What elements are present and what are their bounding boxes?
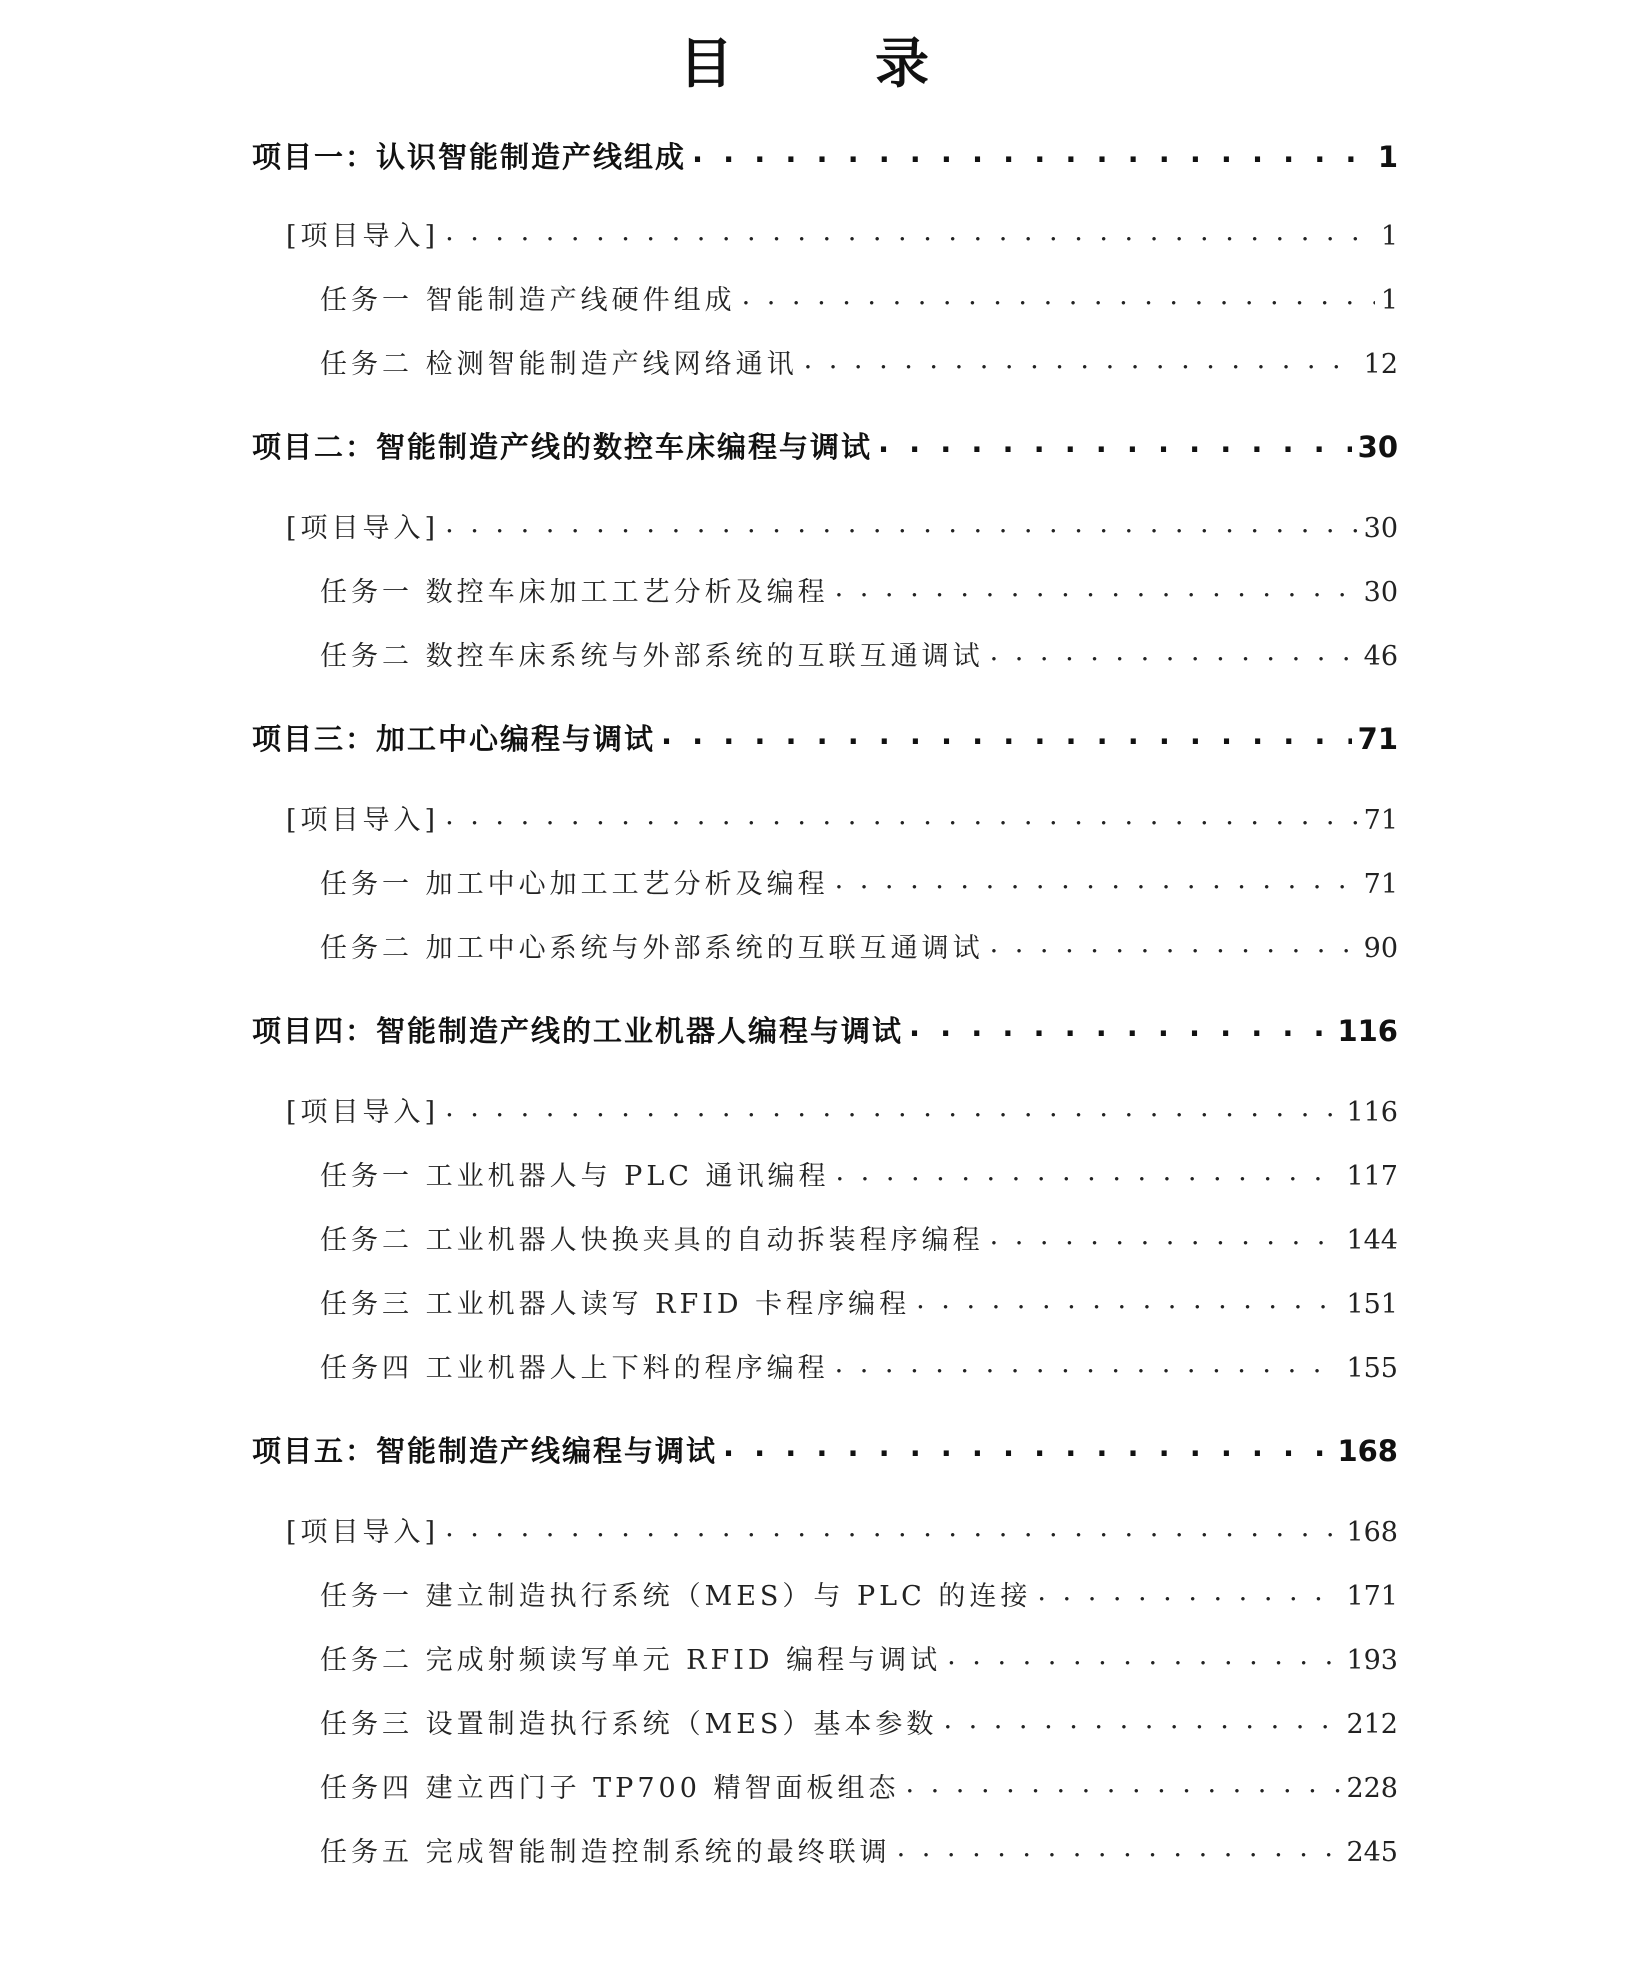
toc-page-number: 116 bbox=[1337, 1014, 1398, 1048]
dot-leader bbox=[445, 802, 1358, 829]
dot-leader bbox=[897, 1834, 1341, 1861]
dot-leader bbox=[909, 1012, 1331, 1041]
toc-page-number: 71 bbox=[1357, 722, 1398, 756]
dot-leader bbox=[947, 1642, 1340, 1669]
dot-leader bbox=[445, 510, 1358, 537]
dot-leader bbox=[445, 1094, 1340, 1121]
toc-page-number: 245 bbox=[1346, 1837, 1398, 1868]
toc-project-4[interactable] bbox=[252, 1012, 1398, 1046]
toc-task[interactable] bbox=[320, 866, 1398, 898]
toc-page-number: 155 bbox=[1346, 1353, 1398, 1384]
toc-task[interactable] bbox=[320, 282, 1398, 314]
toc-page-number: 212 bbox=[1346, 1709, 1398, 1740]
toc-label: [项目导入] bbox=[286, 221, 440, 252]
toc-page-number: 30 bbox=[1357, 430, 1398, 464]
toc-task[interactable] bbox=[320, 1222, 1398, 1254]
toc-label: [项目导入] bbox=[286, 1517, 440, 1548]
dot-leader bbox=[836, 1158, 1341, 1185]
toc-page-number: 171 bbox=[1346, 1581, 1398, 1612]
toc-label: 任务五 完成智能制造控制系统的最终联调 bbox=[320, 1837, 891, 1868]
toc-project-intro[interactable] bbox=[286, 218, 1398, 250]
dot-leader bbox=[990, 930, 1358, 957]
toc-page-number: 228 bbox=[1346, 1773, 1398, 1804]
toc-label: 项目五：智能制造产线编程与调试 bbox=[252, 1434, 718, 1468]
toc-label: 任务二 检测智能制造产线网络通讯 bbox=[320, 349, 798, 380]
toc-label: 任务四 工业机器人上下料的程序编程 bbox=[320, 1353, 829, 1384]
toc-project-intro[interactable] bbox=[286, 1094, 1398, 1126]
toc-label: 项目一：认识智能制造产线组成 bbox=[252, 140, 687, 174]
toc-label: 任务一 数控车床加工工艺分析及编程 bbox=[320, 577, 829, 608]
toc-label: 任务二 数控车床系统与外部系统的互联互通调试 bbox=[320, 641, 984, 672]
dot-leader bbox=[835, 1350, 1341, 1377]
toc-page-number: 144 bbox=[1346, 1225, 1398, 1256]
dot-leader bbox=[835, 574, 1358, 601]
toc-label: 任务三 工业机器人读写 RFID 卡程序编程 bbox=[320, 1289, 911, 1320]
toc-page-number: 116 bbox=[1346, 1097, 1398, 1128]
toc-page-number: 71 bbox=[1363, 869, 1398, 900]
toc-label: 任务二 完成射频读写单元 RFID 编程与调试 bbox=[320, 1645, 942, 1676]
toc-page-number: 1 bbox=[1380, 285, 1398, 316]
toc-project-intro[interactable] bbox=[286, 510, 1398, 542]
toc-project-intro[interactable] bbox=[286, 1514, 1398, 1546]
toc-task[interactable] bbox=[320, 1158, 1398, 1190]
toc-page-number: 71 bbox=[1363, 805, 1398, 836]
dot-leader bbox=[692, 138, 1372, 167]
dot-leader bbox=[742, 282, 1375, 309]
toc-task[interactable] bbox=[320, 1350, 1398, 1382]
toc-label: 任务二 加工中心系统与外部系统的互联互通调试 bbox=[320, 933, 984, 964]
dot-leader bbox=[804, 346, 1358, 373]
toc-project-5[interactable] bbox=[252, 1432, 1398, 1466]
toc-task[interactable] bbox=[320, 930, 1398, 962]
toc-page-number: 168 bbox=[1337, 1434, 1398, 1468]
dot-leader bbox=[990, 1222, 1341, 1249]
toc-task[interactable] bbox=[320, 1770, 1398, 1802]
toc-label: 任务三 设置制造执行系统（MES）基本参数 bbox=[320, 1709, 938, 1740]
dot-leader bbox=[916, 1286, 1340, 1313]
dot-leader bbox=[445, 218, 1375, 245]
dot-leader bbox=[661, 720, 1352, 749]
toc-label: [项目导入] bbox=[286, 805, 440, 836]
toc-page-number: 117 bbox=[1346, 1161, 1398, 1192]
toc-page-number: 12 bbox=[1363, 349, 1398, 380]
toc-label: [项目导入] bbox=[286, 513, 440, 544]
toc-page-number: 193 bbox=[1346, 1645, 1398, 1676]
dot-leader bbox=[723, 1432, 1331, 1461]
toc-label: 项目二：智能制造产线的数控车床编程与调试 bbox=[252, 430, 873, 464]
toc-project-2[interactable] bbox=[252, 428, 1398, 462]
toc-task[interactable] bbox=[320, 346, 1398, 378]
toc-task[interactable] bbox=[320, 1642, 1398, 1674]
toc-label: 任务一 建立制造执行系统（MES）与 PLC 的连接 bbox=[320, 1581, 1032, 1612]
toc-task[interactable] bbox=[320, 1578, 1398, 1610]
toc-task[interactable] bbox=[320, 1834, 1398, 1866]
toc-label: 任务二 工业机器人快换夹具的自动拆装程序编程 bbox=[320, 1225, 984, 1256]
dot-leader bbox=[445, 1514, 1340, 1541]
toc-page-number: 168 bbox=[1346, 1517, 1398, 1548]
toc-project-3[interactable] bbox=[252, 720, 1398, 754]
dot-leader bbox=[835, 866, 1358, 893]
page-title: 目 录 bbox=[679, 31, 973, 95]
toc-page-number: 30 bbox=[1363, 577, 1398, 608]
dot-leader bbox=[1037, 1578, 1340, 1605]
toc-task[interactable] bbox=[320, 1286, 1398, 1318]
toc-label: 项目四：智能制造产线的工业机器人编程与调试 bbox=[252, 1014, 904, 1048]
toc-page-number: 151 bbox=[1346, 1289, 1398, 1320]
toc-label: 任务一 工业机器人与 PLC 通讯编程 bbox=[320, 1161, 830, 1192]
toc-label: 任务四 建立西门子 TP700 精智面板组态 bbox=[320, 1773, 900, 1804]
toc-label: 任务一 加工中心加工工艺分析及编程 bbox=[320, 869, 829, 900]
toc-page-number: 46 bbox=[1363, 641, 1398, 672]
toc-label: 任务一 智能制造产线硬件组成 bbox=[320, 285, 736, 316]
dot-leader bbox=[905, 1770, 1340, 1797]
dot-leader bbox=[990, 638, 1358, 665]
toc-page-number: 90 bbox=[1363, 933, 1398, 964]
toc-task[interactable] bbox=[320, 1706, 1398, 1738]
toc-label: [项目导入] bbox=[286, 1097, 440, 1128]
toc-label: 项目三：加工中心编程与调试 bbox=[252, 722, 656, 756]
dot-leader bbox=[878, 428, 1352, 457]
toc-task[interactable] bbox=[320, 574, 1398, 606]
toc-page-number: 1 bbox=[1380, 221, 1398, 252]
toc-project-1[interactable] bbox=[252, 138, 1398, 172]
toc-page-number: 30 bbox=[1363, 513, 1398, 544]
toc-task[interactable] bbox=[320, 638, 1398, 670]
dot-leader bbox=[943, 1706, 1340, 1733]
toc-page-number: 1 bbox=[1377, 140, 1398, 174]
toc-project-intro[interactable] bbox=[286, 802, 1398, 834]
